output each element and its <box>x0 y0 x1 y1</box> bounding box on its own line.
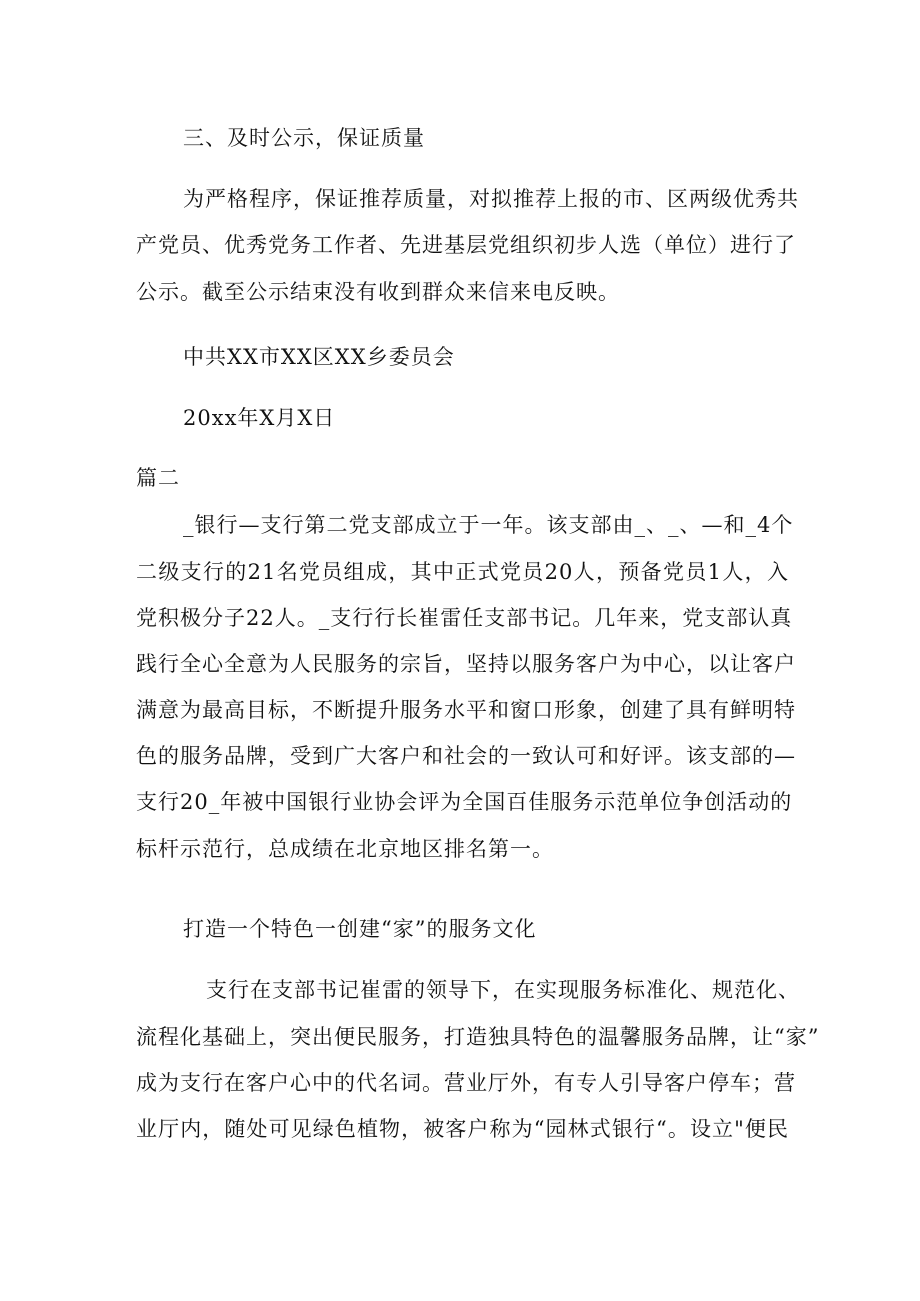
paragraph-line: 流程化基础上，突出便民服务，打造独具特色的温馨服务品牌，让“家” <box>136 1025 820 1049</box>
part-title: 篇二 <box>136 466 180 490</box>
signature-org: 中共XX市XX区XX乡委员会 <box>183 345 455 369</box>
section-heading: 三、及时公示，保证质量 <box>183 126 425 150</box>
paragraph-line: 业厅内，随处可见绿色植物，被客户称为“园林式银行“。设立"便民 <box>136 1117 789 1141</box>
paragraph-line: 支行20_年被中国银行业协会评为全国百佳服务示范单位争创活动的 <box>136 790 793 814</box>
paragraph-line: 满意为最高目标，不断提升服务水平和窗口形象，创建了具有鲜明特 <box>136 698 796 722</box>
paragraph-line: 色的服务品牌，受到广大客户和社会的一致认可和好评。该支部的— <box>136 744 796 768</box>
paragraph-line: 党积极分子22人。_支行行长崔雷任支部书记。几年来，党支部认真 <box>136 606 793 630</box>
paragraph-line: _银行—支行第二党支部成立于一年。该支部由_、_、—和_4个 <box>183 513 794 537</box>
paragraph-line: 支行在支部书记崔雷的领导下，在实现服务标准化、规范化、 <box>206 978 800 1002</box>
paragraph-line: 标杆示范行，总成绩在北京地区排名第一。 <box>136 837 554 861</box>
subsection-heading: 打造一个特色一创建“家”的服务文化 <box>183 917 537 941</box>
paragraph-line: 践行全心全意为人民服务的宗旨，坚持以服务客户为中心，以让客户 <box>136 652 796 676</box>
paragraph-line: 为严格程序，保证推荐质量，对拟推荐上报的市、区两级优秀共 <box>183 187 799 211</box>
paragraph-line: 二级支行的21名党员组成，其中正式党员20人，预备党员1人，入 <box>136 560 789 584</box>
signature-date: 20xx年X月X日 <box>183 406 336 430</box>
paragraph-line: 成为支行在客户心中的代名词。营业厅外，有专人引导客户停车；营 <box>136 1071 796 1095</box>
paragraph-line: 公示。截至公示结束没有收到群众来信来电反映。 <box>136 280 620 304</box>
paragraph-line: 产党员、优秀党务工作者、先进基层党组织初步人选（单位）进行了 <box>136 233 796 257</box>
